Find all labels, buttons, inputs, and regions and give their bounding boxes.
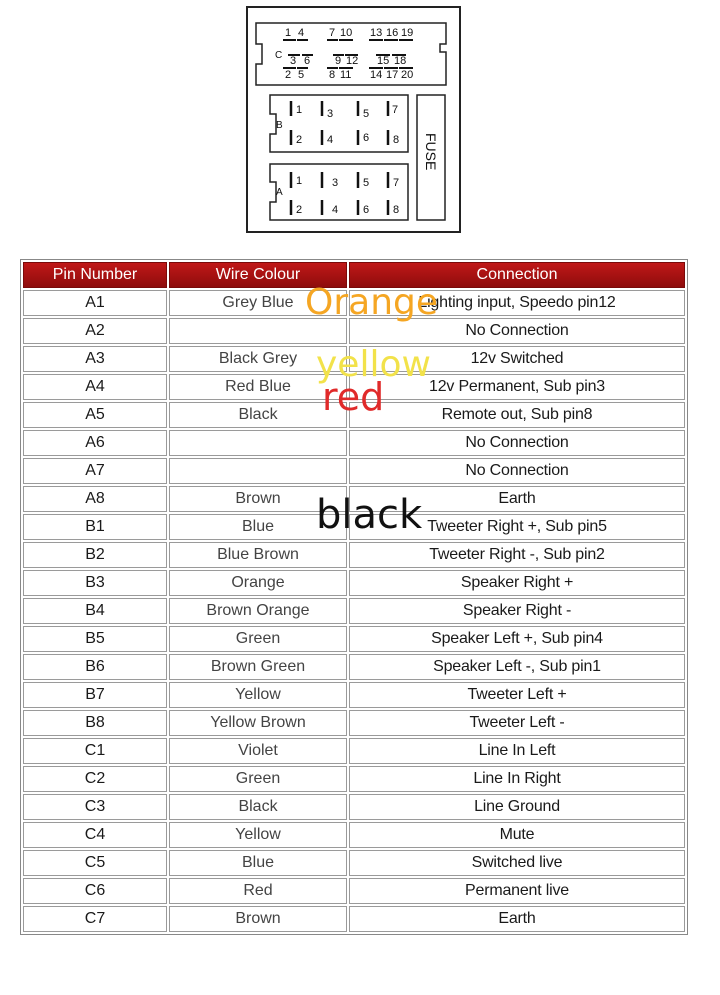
connection-cell: Earth [349, 486, 685, 512]
table-row [23, 710, 685, 736]
connection-cell: Earth [349, 906, 685, 932]
table-row [23, 626, 685, 652]
pin-c3: 3 [290, 55, 297, 67]
wire-colour-cell: Blue [169, 514, 347, 540]
pin-b7: 7 [392, 104, 399, 116]
connection-cell: 12v Switched [349, 346, 685, 372]
wire-colour-cell: Brown Orange [169, 598, 347, 624]
pin-b1: 1 [296, 104, 303, 116]
table-row [23, 430, 685, 456]
table-row [23, 654, 685, 680]
pin-c11: 11 [340, 69, 352, 81]
pin-cell: B2 [23, 542, 167, 568]
pin-b3: 3 [327, 108, 334, 120]
header-pin-number: Pin Number [23, 262, 167, 288]
pin-c9: 9 [335, 55, 342, 67]
pin-a1: 1 [296, 175, 303, 187]
pin-c13: 13 [370, 27, 383, 39]
pin-cell: A6 [23, 430, 167, 456]
pin-c10: 10 [340, 27, 353, 39]
wire-colour-cell: Black [169, 794, 347, 820]
connection-cell: Permanent live [349, 878, 685, 904]
pin-b5: 5 [363, 108, 370, 120]
pin-c19: 19 [401, 27, 414, 39]
connection-cell: 12v Permanent, Sub pin3 [349, 374, 685, 400]
pin-cell: B1 [23, 514, 167, 540]
header-connection: Connection [349, 262, 685, 288]
pin-a5: 5 [363, 177, 370, 189]
table-row [23, 682, 685, 708]
pin-c5: 5 [298, 69, 305, 81]
wire-colour-cell: Red [169, 878, 347, 904]
wire-colour-cell [169, 430, 347, 456]
pin-a2: 2 [296, 204, 303, 216]
pin-cell: C1 [23, 738, 167, 764]
pin-cell: A2 [23, 318, 167, 344]
table-row [23, 794, 685, 820]
pin-cell: A7 [23, 458, 167, 484]
pin-cell: A5 [23, 402, 167, 428]
pin-c8: 8 [329, 69, 336, 81]
pin-cell: B7 [23, 682, 167, 708]
connection-cell: Remote out, Sub pin8 [349, 402, 685, 428]
wire-colour-cell: Brown [169, 486, 347, 512]
pin-c1: 1 [285, 27, 292, 39]
table-row [23, 598, 685, 624]
pin-c18: 18 [394, 55, 407, 67]
connection-cell: Lighting input, Speedo pin12 [349, 290, 685, 316]
overlay-label-black: black [316, 492, 423, 538]
wire-colour-cell [169, 458, 347, 484]
connection-cell: Line In Left [349, 738, 685, 764]
connection-cell: Switched live [349, 850, 685, 876]
pin-cell: A4 [23, 374, 167, 400]
pin-a7: 7 [393, 177, 400, 189]
pin-c7: 7 [329, 27, 336, 39]
pin-cell: A3 [23, 346, 167, 372]
pin-cell: C5 [23, 850, 167, 876]
pin-cell: B8 [23, 710, 167, 736]
pin-cell: C6 [23, 878, 167, 904]
pin-c6: 6 [304, 55, 311, 67]
pin-cell: B3 [23, 570, 167, 596]
pin-c4: 4 [298, 27, 305, 39]
table-row [23, 738, 685, 764]
pin-cell: B4 [23, 598, 167, 624]
table-row [23, 906, 685, 932]
pin-a4: 4 [332, 204, 339, 216]
connection-cell: No Connection [349, 458, 685, 484]
table-row [23, 458, 685, 484]
wire-colour-cell: Yellow [169, 682, 347, 708]
connection-cell: No Connection [349, 318, 685, 344]
wire-colour-cell: Red Blue [169, 374, 347, 400]
table-row [23, 850, 685, 876]
wire-colour-cell: Yellow [169, 822, 347, 848]
connection-cell: Speaker Right - [349, 598, 685, 624]
wire-colour-cell: Green [169, 766, 347, 792]
pin-a8: 8 [393, 204, 400, 216]
fuse-label: FUSE [423, 133, 439, 171]
block-b-label: B [276, 120, 283, 131]
connection-cell: Line Ground [349, 794, 685, 820]
overlay-label-yellow: yellow [316, 344, 431, 385]
connection-cell: Line In Right [349, 766, 685, 792]
connector-pinout-diagram [0, 0, 720, 240]
connection-cell: No Connection [349, 430, 685, 456]
connection-cell: Tweeter Right +, Sub pin5 [349, 514, 685, 540]
pin-cell: C2 [23, 766, 167, 792]
header-wire-colour: Wire Colour [169, 262, 347, 288]
connection-cell: Speaker Left -, Sub pin1 [349, 654, 685, 680]
pin-c2: 2 [285, 69, 292, 81]
wire-colour-cell: Grey Blue [169, 290, 347, 316]
table-row [23, 542, 685, 568]
pin-c20: 20 [401, 69, 414, 81]
pin-a6: 6 [363, 204, 370, 216]
pin-b6: 6 [363, 132, 370, 144]
pin-cell: B5 [23, 626, 167, 652]
wire-colour-cell: Brown [169, 906, 347, 932]
pin-b8: 8 [393, 134, 400, 146]
block-a-label: A [276, 187, 283, 198]
pin-c15: 15 [377, 55, 390, 67]
pin-cell: C7 [23, 906, 167, 932]
pin-c16: 16 [386, 27, 399, 39]
connection-cell: Tweeter Left + [349, 682, 685, 708]
pin-cell: B6 [23, 654, 167, 680]
overlay-label-orange: Orange [305, 282, 439, 323]
wire-colour-cell: Black [169, 402, 347, 428]
wire-colour-cell: Orange [169, 570, 347, 596]
connection-cell: Tweeter Right -, Sub pin2 [349, 542, 685, 568]
pin-cell: A1 [23, 290, 167, 316]
pin-b4: 4 [327, 134, 334, 146]
pin-b2: 2 [296, 134, 303, 146]
wire-colour-cell: Blue Brown [169, 542, 347, 568]
block-c-middle-row [290, 55, 406, 67]
connection-cell: Speaker Right + [349, 570, 685, 596]
connection-cell: Tweeter Left - [349, 710, 685, 736]
overlay-label-red: red [322, 375, 385, 419]
table-row [23, 878, 685, 904]
table-row [23, 822, 685, 848]
wire-colour-cell: Green [169, 626, 347, 652]
block-c-label: C [275, 50, 283, 61]
wire-colour-cell: Blue [169, 850, 347, 876]
pin-cell: A8 [23, 486, 167, 512]
connection-cell: Mute [349, 822, 685, 848]
wire-colour-cell: Brown Green [169, 654, 347, 680]
pin-c12: 12 [346, 55, 359, 67]
table-row [23, 570, 685, 596]
connection-cell: Speaker Left +, Sub pin4 [349, 626, 685, 652]
pin-cell: C4 [23, 822, 167, 848]
pin-c17: 17 [386, 69, 399, 81]
pin-cell: C3 [23, 794, 167, 820]
pin-a3: 3 [332, 177, 339, 189]
wire-colour-cell: Violet [169, 738, 347, 764]
wire-colour-cell: Yellow Brown [169, 710, 347, 736]
table-row [23, 766, 685, 792]
pin-c14: 14 [370, 69, 383, 81]
wire-colour-cell: Black Grey [169, 346, 347, 372]
